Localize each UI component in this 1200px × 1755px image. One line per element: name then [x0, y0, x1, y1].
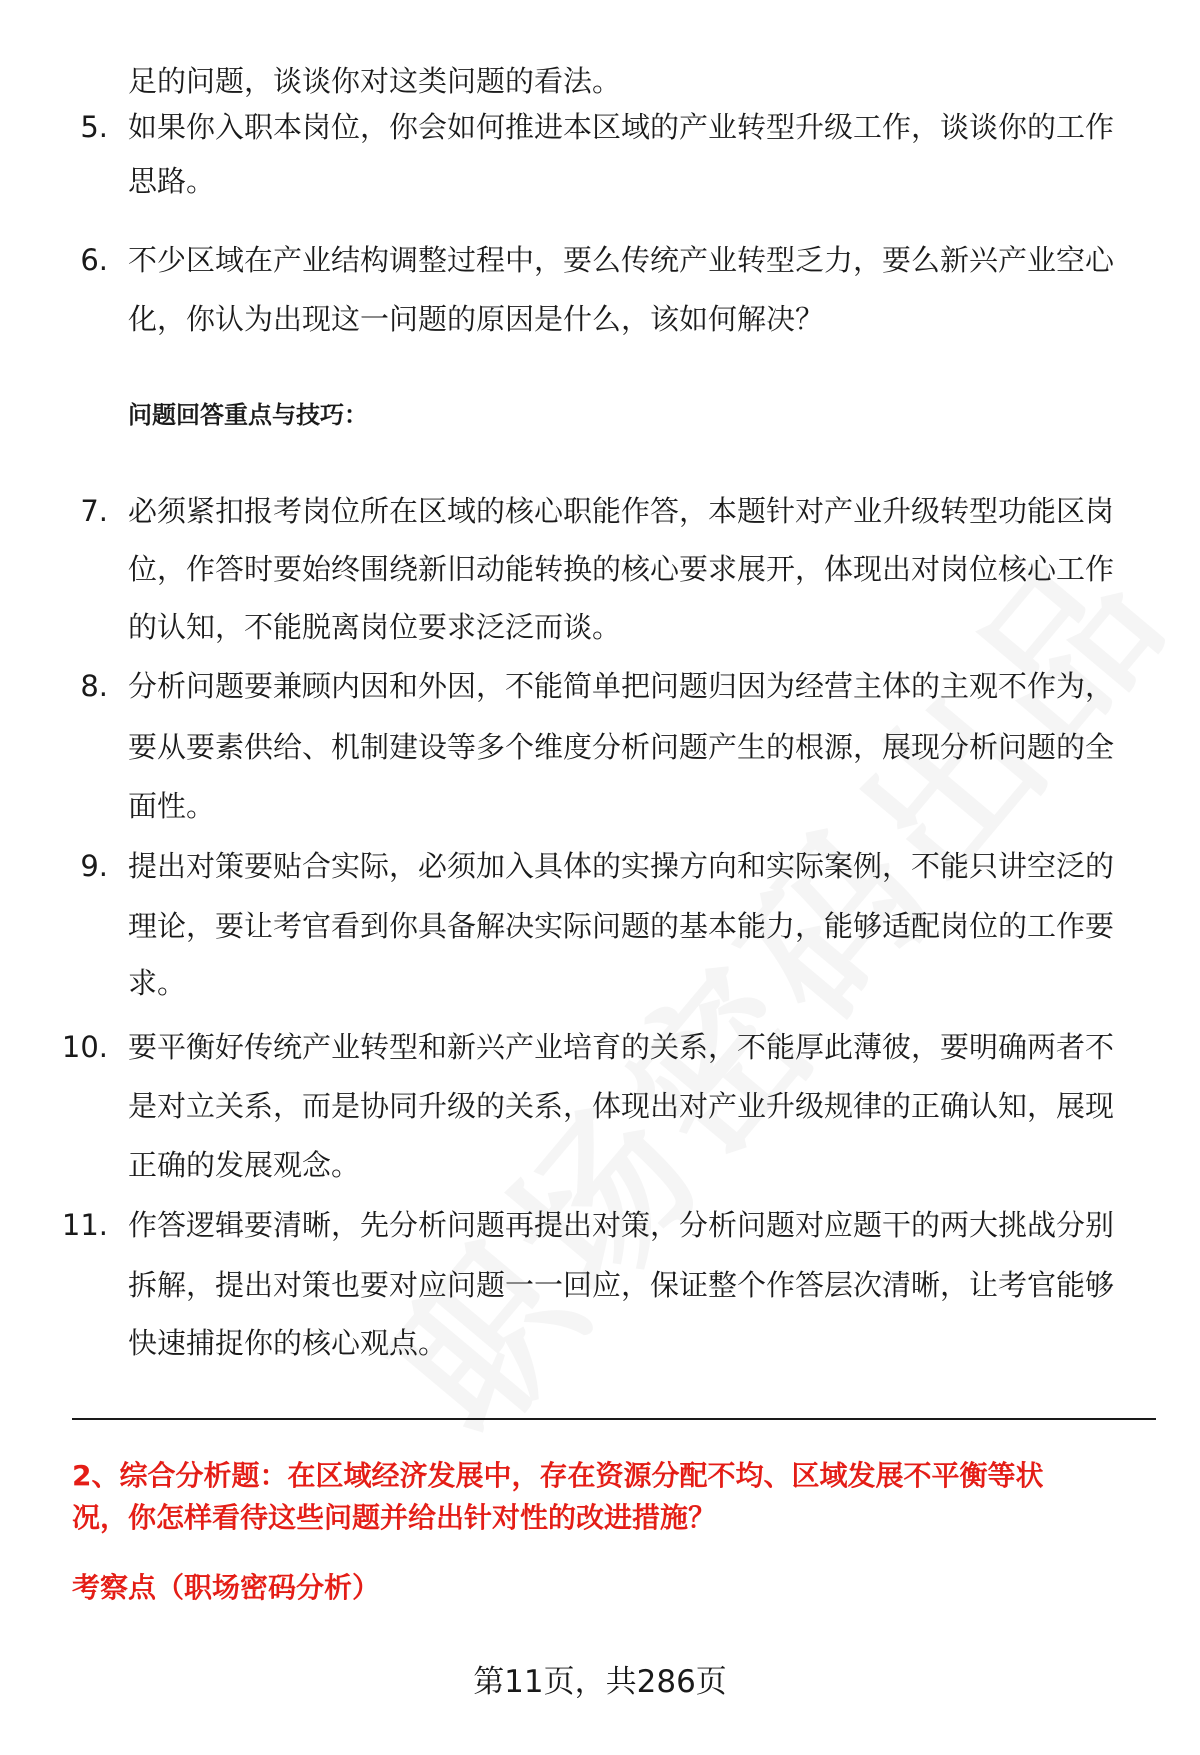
item-number: 7.	[80, 494, 108, 528]
item-text-line: 是对立关系，而是协同升级的关系，体现出对产业升级规律的正确认知，展现	[128, 1089, 1115, 1123]
item-text-line: 如果你入职本岗位，你会如何推进本区域的产业转型升级工作，谈谈你的工作	[128, 110, 1115, 144]
item-text-line: 位，作答时要始终围绕新旧动能转换的核心要求展开，体现出对岗位核心工作	[128, 552, 1115, 586]
item-text-line: 快速捕捉你的核心观点。	[128, 1326, 448, 1360]
item-text-line: 理论，要让考官看到你具备解决实际问题的基本能力，能够适配岗位的工作要	[128, 909, 1115, 943]
item-text-line: 要平衡好传统产业转型和新兴产业培育的关系，不能厚此薄彼，要明确两者不	[128, 1030, 1115, 1064]
item-number: 6.	[80, 243, 108, 277]
page-footer: 第11页，共286页	[473, 1664, 727, 1700]
tips-heading: 问题回答重点与技巧：	[128, 401, 368, 429]
item-text-line: 不少区域在产业结构调整过程中，要么传统产业转型乏力，要么新兴产业空心	[128, 243, 1115, 277]
item-number: 10.	[61, 1030, 108, 1064]
question-2-line: 况，你怎样看待这些问题并给出针对性的改进措施？	[72, 1501, 717, 1534]
item-text-line: 拆解，提出对策也要对应问题一一回应，保证整个作答层次清晰，让考官能够	[128, 1268, 1115, 1302]
exam-point-heading: 考察点（职场密码分析）	[72, 1571, 381, 1604]
item-text-line: 提出对策要贴合实际，必须加入具体的实操方向和实际案例，不能只讲空泛的	[128, 849, 1115, 883]
item-number: 5.	[80, 110, 108, 144]
intro-line: 足的问题，谈谈你对这类问题的看法。	[128, 64, 622, 98]
item-text-line: 要从要素供给、机制建设等多个维度分析问题产生的根源，展现分析问题的全	[128, 730, 1115, 764]
item-text-line: 正确的发展观念。	[128, 1148, 361, 1182]
item-text-line: 面性。	[128, 789, 216, 823]
item-text-line: 必须紧扣报考岗位所在区域的核心职能作答，本题针对产业升级转型功能区岗	[128, 494, 1115, 528]
section-divider	[72, 1418, 1156, 1420]
item-number: 11.	[61, 1208, 108, 1242]
item-text-line: 作答逻辑要清晰，先分析问题再提出对策，分析问题对应题干的两大挑战分别	[128, 1208, 1115, 1242]
item-text-line: 的认知，不能脱离岗位要求泛泛而谈。	[128, 610, 622, 644]
item-text-line: 化，你认为出现这一问题的原因是什么，该如何解决？	[128, 302, 825, 336]
item-text-line: 求。	[128, 966, 187, 1000]
item-number: 9.	[80, 849, 108, 883]
item-text-line: 分析问题要兼顾内因和外因，不能简单把问题归因为经营主体的主观不作为，	[128, 669, 1115, 703]
item-text-line: 思路。	[128, 164, 216, 198]
item-number: 8.	[80, 669, 108, 703]
question-2-line: 2、综合分析题：在区域经济发展中，存在资源分配不均、区域发展不平衡等状	[72, 1459, 1044, 1492]
